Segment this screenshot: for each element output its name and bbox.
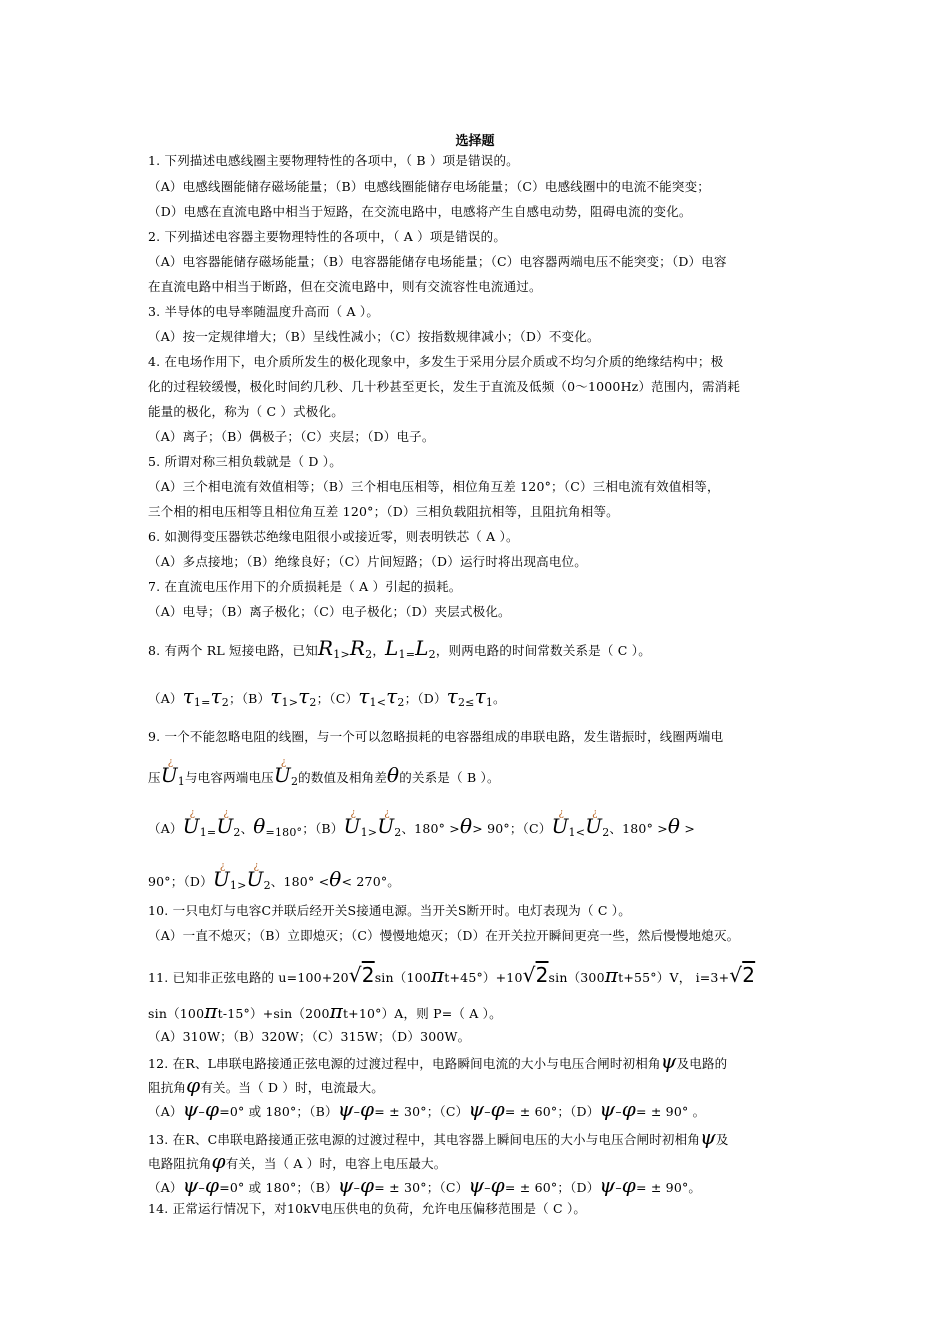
text-line: 化的过程较缓慢，极化时间约几秒、几十秒甚至更长，发生于直流及低频（0～1000Hz）范围内，需消耗 [148, 379, 741, 394]
text: 阻抗角 [148, 1080, 187, 1095]
text: 的数值及相角差 [298, 770, 388, 785]
text: 、 [240, 821, 254, 836]
q13-options [148, 1173, 818, 1197]
option-label: ；（D） [404, 691, 447, 706]
text: 的关系是（ B ）。 [399, 770, 500, 785]
option-label: （D） [183, 874, 213, 889]
text-line: 5. 所谓对称三相负载就是（ D ）。 [148, 454, 342, 469]
text-line: 三个相的相电压相等且相位角互差 120°；（D）三相负载阻抗相等，且阻抗角相等。 [148, 504, 619, 519]
subscript: 1 [360, 826, 368, 839]
psi-symbol: ψ [599, 1097, 616, 1121]
sqrt-icon: √2 [729, 963, 756, 987]
phasor-u: ¿ U [344, 818, 361, 834]
operator: > [367, 826, 378, 839]
text: 12. 在R、L串联电路接通正弦电源的过渡过程中，电路瞬间电流的大小与电压合闸时初相角 [148, 1056, 661, 1071]
psi-symbol: ψ [599, 1173, 616, 1197]
subscript: 2 [233, 826, 241, 839]
radicand: 2 [742, 963, 756, 987]
text-line: 9. 一个不能忽略电阻的线圈，与一个可以忽略损耗的电容器组成的串联电路，发生谐振时，线圈两端电 [148, 729, 724, 744]
operator: < [575, 826, 586, 839]
phasor-u: ¿ U [216, 818, 233, 834]
tau-symbol: τ [386, 684, 398, 708]
psi-symbol: ψ [337, 1097, 354, 1121]
text-line: 能量的极化，称为（ C ）式极化。 [148, 404, 344, 419]
text-line: （A）离子；（B）偶极子；（C）夹层；（D）电子。 [148, 429, 435, 444]
text: 、 [401, 821, 415, 836]
sqrt-icon: √2 [348, 963, 375, 987]
tau-symbol: τ [358, 684, 370, 708]
text-line: 6. 如测得变压器铁芯绝缘电阻很小或接近零，则表明铁芯（ A ）。 [148, 529, 519, 544]
text: t+10°）A，则 P=（ A ）。 [342, 1006, 502, 1021]
operator: < [318, 874, 330, 889]
subscript: 2 [365, 648, 373, 661]
phi-symbol: φ [204, 1173, 220, 1197]
text: > 90° [472, 821, 510, 836]
option-label: ；（C） [509, 821, 552, 836]
text: 与电容两端电压 [184, 770, 274, 785]
option-label: （C） [439, 1104, 469, 1119]
q9-options-cont [148, 867, 818, 894]
phasor-u: ¿ U [377, 818, 394, 834]
q9-line2 [148, 763, 818, 790]
text: = ± 60°； [504, 1104, 571, 1119]
text-line: 10. 一只电灯与电容C并联后经开关S接通电源。当开关S断开时。电灯表现为（ C ）。 [148, 903, 631, 918]
operator: – [484, 1180, 491, 1195]
psi-symbol: ψ [660, 1049, 677, 1073]
theta-symbol: θ [459, 814, 473, 838]
text: 、 [609, 821, 623, 836]
subscript: 2 [457, 696, 466, 709]
text: 13. 在R、C串联电路接通正弦电源的过渡过程中，其电容器上瞬间电压的大小与电压合闸时初相角 [148, 1132, 701, 1147]
phasor-u: ¿ U [247, 871, 264, 887]
subscript: 1 [199, 826, 207, 839]
subscript: 2 [309, 696, 317, 709]
operator: > [684, 821, 696, 836]
operator: = [206, 826, 217, 839]
theta-symbol: θ [253, 814, 266, 838]
symbol-r: R [349, 636, 366, 660]
text: = ± 90° 。 [635, 1104, 706, 1119]
q12-options [148, 1097, 818, 1121]
option-label: （D） [570, 1104, 600, 1119]
phasor-u: ¿ U [551, 818, 568, 834]
subscript: 2 [221, 696, 229, 709]
q13-line2 [148, 1149, 818, 1173]
text: =180° [265, 826, 303, 839]
pi-symbol: π [604, 963, 619, 987]
subscript: 2 [397, 696, 405, 709]
text: = ± 60°； [504, 1180, 571, 1195]
psi-symbol: ψ [182, 1173, 199, 1197]
psi-symbol: ψ [182, 1097, 199, 1121]
operator: – [615, 1104, 622, 1119]
text-line: 在直流电路中相当于断路，但在交流电路中，则有交流容性电流通过。 [148, 279, 542, 294]
phi-symbol: φ [490, 1097, 505, 1121]
text: sin（100 [374, 970, 431, 985]
operator: = [405, 648, 416, 661]
subscript: 1 [333, 648, 341, 661]
operator: – [484, 1104, 491, 1119]
option-label: （B） [309, 1180, 338, 1195]
option-label: （B） [309, 1104, 338, 1119]
text: 有关，当（ A ）时，电容上电压最大。 [225, 1156, 447, 1171]
q13-line1 [148, 1125, 818, 1149]
operator: > [449, 821, 460, 836]
operator: ≤ [465, 696, 475, 709]
operator: – [615, 1180, 622, 1195]
operator: – [353, 1104, 361, 1119]
subscript: 2 [394, 826, 402, 839]
subscript: 1 [568, 826, 576, 839]
operator: – [353, 1180, 361, 1195]
symbol-r: R [317, 636, 334, 660]
text-line: （A）电导；（B）离子极化；（C）电子极化；（D）夹层式极化。 [148, 604, 511, 619]
text: = ± 30°； [374, 1104, 440, 1119]
option-label: （D） [570, 1180, 600, 1195]
text: sin（100 [148, 1006, 205, 1021]
tau-symbol: τ [270, 684, 282, 708]
pi-symbol: π [204, 999, 218, 1023]
operator: = [201, 696, 211, 709]
theta-symbol: θ [387, 763, 400, 787]
text-line: 3. 半导体的电导率随温度升高而（ A ）。 [148, 304, 380, 319]
text: < 270°。 [341, 874, 401, 889]
theta-symbol: θ [329, 867, 342, 891]
psi-symbol: ψ [337, 1173, 354, 1197]
text-line: （A）三个相电流有效值相等；（B）三个相电压相等，相位角互差 120°；（C）三相电流有效值相等， [148, 479, 720, 494]
subscript: 2 [428, 648, 436, 661]
text: ， [372, 643, 386, 658]
option-label: ；（B） [302, 821, 344, 836]
tau-symbol: τ [210, 684, 222, 708]
text-line: （A）310W；（B）320W；（C）315W；（D）300W。 [148, 1029, 471, 1044]
page-title: 选择题 [455, 134, 495, 149]
phasor-u: ¿ U [213, 871, 230, 887]
phi-symbol: φ [204, 1097, 220, 1121]
text: 电路阻抗角 [148, 1156, 212, 1171]
text-line: 2. 下列描述电容器主要物理特性的各项中，（ A ）项是错误的。 [148, 229, 507, 244]
text: 及 [715, 1132, 729, 1147]
pi-symbol: π [430, 963, 445, 987]
text: = ± 30°； [374, 1180, 440, 1195]
tau-symbol: τ [182, 684, 194, 708]
text: 压 [148, 770, 161, 785]
tau-symbol: τ [298, 684, 310, 708]
text: =0° 或 180°； [219, 1180, 310, 1195]
text: 180° [622, 821, 654, 836]
q11-line2 [148, 999, 818, 1023]
phasor-u: ¿ U [183, 818, 200, 834]
pi-symbol: π [329, 999, 343, 1023]
phi-symbol: φ [621, 1097, 636, 1121]
subscript: 1 [398, 648, 406, 661]
psi-symbol: ψ [700, 1125, 716, 1149]
operator: > [288, 696, 299, 709]
text: 90°； [148, 874, 184, 889]
text: t+55°）V， i=3+ [618, 970, 730, 985]
text: 及电路的 [676, 1056, 728, 1071]
subscript: 1 [485, 696, 494, 709]
q11-line1 [148, 963, 818, 987]
phi-symbol: φ [360, 1173, 375, 1197]
subscript: 2 [263, 879, 271, 892]
text: 8. 有两个 RL 短接电路，已知 [148, 643, 318, 658]
text: sin（300 [548, 970, 605, 985]
radicand: 2 [361, 963, 375, 987]
psi-symbol: ψ [468, 1173, 485, 1197]
text: 。 [493, 691, 506, 706]
operator: < [376, 696, 387, 709]
option-label: （A） [148, 691, 183, 706]
text-line: （A）按一定规律增大；（B）呈线性减小；（C）按指数规律减小；（D）不变化。 [148, 329, 600, 344]
phi-symbol: φ [186, 1073, 201, 1097]
symbol-l: L [385, 636, 399, 660]
operator: – [198, 1180, 205, 1195]
text: = ± 90°。 [635, 1180, 702, 1195]
option-label: （C） [439, 1180, 469, 1195]
text: 180° [414, 821, 446, 836]
q12-line2 [148, 1073, 818, 1097]
subscript: 1 [229, 879, 238, 892]
option-label: （A） [148, 1180, 183, 1195]
text: 180° [283, 874, 315, 889]
sqrt-icon: √2 [522, 963, 549, 987]
phi-symbol: φ [490, 1173, 505, 1197]
option-label: （A） [148, 821, 183, 836]
q8-line [148, 636, 818, 663]
phasor-u: ¿ U [585, 818, 602, 834]
phi-symbol: φ [211, 1149, 226, 1173]
option-label: （A） [148, 1104, 183, 1119]
psi-symbol: ψ [468, 1097, 485, 1121]
text-line: 14. 正常运行情况下，对10kV电压供电的负荷，允许电压偏移范围是（ C ）。 [148, 1201, 587, 1216]
q9-options [148, 814, 818, 841]
phasor-u: ¿ U [161, 767, 178, 783]
text: t-15°）+sin（200 [217, 1006, 330, 1021]
tau-symbol: τ [474, 684, 486, 708]
subscript: 1 [281, 696, 289, 709]
subscript: 1 [369, 696, 377, 709]
text: 、 [270, 874, 284, 889]
q8-options [148, 684, 818, 711]
text: ，则两电路的时间常数关系是（ C ）。 [435, 643, 651, 658]
theta-symbol: θ [667, 814, 681, 838]
text: 11. 已知非正弦电路的 u=100+20 [148, 970, 349, 985]
option-label: ；（C） [316, 691, 359, 706]
text-line: （A）电容器能储存磁场能量；（B）电容器能储存电场能量；（C）电容器两端电压不能突变；（D）电容 [148, 254, 727, 269]
text-line: （A）电感线圈能储存磁场能量；（B）电感线圈能储存电场能量；（C）电感线圈中的电流不能突变； [148, 179, 710, 194]
phasor-u: ¿ U [274, 767, 291, 783]
operator: > [340, 648, 350, 661]
operator: – [198, 1104, 205, 1119]
text-line: （D）电感在直流电路中相当于短路，在交流电路中，电感将产生自感电动势，阻碍电流的变化。 [148, 204, 692, 219]
phi-symbol: φ [360, 1097, 375, 1121]
symbol-l: L [415, 636, 429, 660]
operator: > [657, 821, 668, 836]
text: =0° 或 180°； [219, 1104, 310, 1119]
text: 有关。当（ D ）时，电流最大。 [200, 1080, 384, 1095]
tau-symbol: τ [446, 684, 458, 708]
text-line: （A）一直不熄灭；（B）立即熄灭；（C）慢慢地熄灭；（D）在开关拉开瞬间更亮一些，然后慢慢地熄灭。 [148, 928, 740, 943]
radicand: 2 [535, 963, 549, 987]
q12-line1 [148, 1049, 818, 1073]
subscript: 2 [602, 826, 610, 839]
text-line: 1. 下列描述电感线圈主要物理特性的各项中，（ B ）项是错误的。 [148, 153, 519, 168]
operator: > [237, 879, 247, 892]
text-line: 4. 在电场作用下，电介质所发生的极化现象中，多发生于采用分层介质或不均匀介质的绝缘结构中；极 [148, 354, 724, 369]
phi-symbol: φ [621, 1173, 636, 1197]
text-line: 7. 在直流电压作用下的介质损耗是（ A ）引起的损耗。 [148, 579, 462, 594]
text: t+45°）+10 [444, 970, 523, 985]
subscript: 1 [193, 696, 202, 709]
option-label: ；（B） [229, 691, 271, 706]
text-line: （A）多点接地；（B）绝缘良好；（C）片间短路；（D）运行时将出现高电位。 [148, 554, 587, 569]
subscript: 1 [177, 775, 185, 788]
subscript: 2 [290, 775, 299, 788]
